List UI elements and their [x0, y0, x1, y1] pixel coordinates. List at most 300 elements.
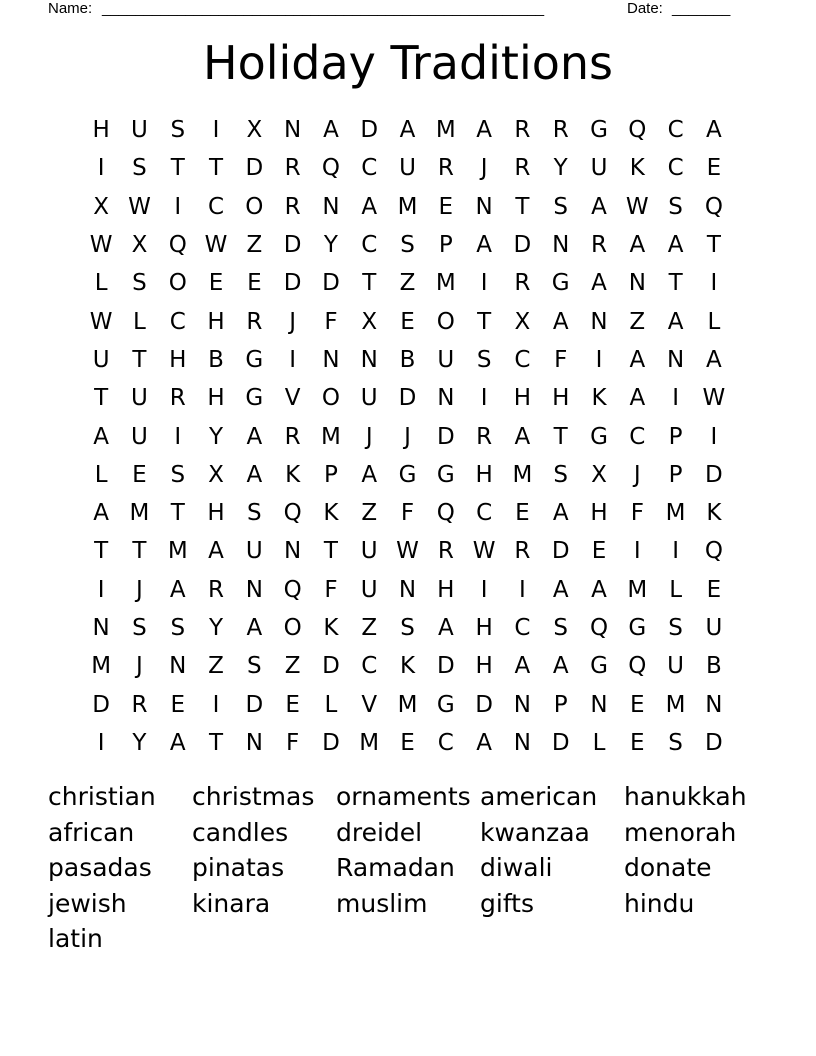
- grid-letter[interactable]: U: [437, 346, 455, 373]
- grid-letter[interactable]: A: [629, 385, 646, 412]
- grid-letter[interactable]: W: [128, 193, 151, 220]
- grid-letter[interactable]: Y: [209, 615, 224, 641]
- grid-letter[interactable]: M: [167, 538, 188, 565]
- grid-letter[interactable]: M: [359, 729, 380, 756]
- grid-letter[interactable]: G: [245, 346, 264, 373]
- grid-letter[interactable]: W: [204, 232, 228, 259]
- grid-letter[interactable]: I: [595, 346, 603, 373]
- grid-letter[interactable]: E: [132, 461, 147, 488]
- grid-letter[interactable]: U: [360, 385, 378, 412]
- grid-letter[interactable]: G: [398, 461, 417, 488]
- grid-letter[interactable]: I: [174, 423, 182, 450]
- grid-letter[interactable]: A: [667, 232, 684, 259]
- grid-letter[interactable]: G: [245, 385, 264, 412]
- grid-letter[interactable]: T: [668, 270, 683, 297]
- grid-letter[interactable]: K: [706, 500, 722, 527]
- grid-letter[interactable]: W: [89, 308, 113, 335]
- grid-letter[interactable]: U: [360, 538, 378, 565]
- grid-letter[interactable]: L: [592, 729, 606, 756]
- grid-letter[interactable]: R: [131, 691, 148, 718]
- grid-letter[interactable]: G: [436, 691, 455, 718]
- grid-letter[interactable]: N: [398, 576, 417, 603]
- grid-letter[interactable]: Y: [132, 729, 147, 756]
- grid-letter[interactable]: Q: [628, 653, 647, 680]
- grid-letter[interactable]: A: [93, 423, 110, 450]
- grid-letter[interactable]: N: [322, 346, 340, 373]
- grid-letter[interactable]: H: [207, 308, 225, 335]
- grid-letter[interactable]: M: [397, 691, 418, 718]
- grid-letter[interactable]: T: [132, 538, 147, 565]
- grid-letter[interactable]: I: [710, 270, 718, 297]
- grid-letter[interactable]: A: [476, 232, 492, 259]
- grid-row: [82, 609, 734, 647]
- grid-letter[interactable]: K: [591, 385, 607, 412]
- grid-letter[interactable]: V: [284, 385, 301, 412]
- grid-letter[interactable]: A: [169, 576, 186, 603]
- grid-letter[interactable]: S: [170, 461, 186, 488]
- grid-letter[interactable]: I: [480, 385, 488, 412]
- grid-letter[interactable]: J: [480, 155, 488, 182]
- grid-letter[interactable]: U: [131, 117, 148, 144]
- grid-letter[interactable]: I: [480, 576, 488, 603]
- grid-letter[interactable]: N: [92, 615, 110, 641]
- grid-letter[interactable]: X: [208, 461, 224, 488]
- grid-letter[interactable]: G: [590, 117, 608, 144]
- grid-letter[interactable]: C: [361, 232, 378, 259]
- grid-letter[interactable]: R: [514, 270, 531, 297]
- grid-letter[interactable]: R: [514, 155, 531, 182]
- grid-letter[interactable]: F: [324, 308, 338, 335]
- grid-letter[interactable]: M: [435, 117, 456, 144]
- grid-letter[interactable]: Z: [629, 308, 646, 335]
- grid-letter[interactable]: D: [475, 691, 493, 718]
- grid-letter[interactable]: H: [169, 346, 187, 373]
- grid-letter[interactable]: E: [285, 691, 300, 718]
- grid-letter[interactable]: C: [667, 155, 684, 182]
- grid-letter[interactable]: M: [665, 691, 686, 718]
- grid-letter[interactable]: D: [322, 729, 340, 756]
- grid-letter[interactable]: C: [667, 117, 684, 144]
- grid-letter[interactable]: H: [552, 385, 570, 412]
- grid-letter[interactable]: S: [668, 615, 683, 641]
- grid-letter[interactable]: G: [628, 615, 647, 641]
- grid-letter[interactable]: Z: [399, 270, 416, 297]
- grid-letter[interactable]: A: [361, 193, 378, 220]
- grid-letter[interactable]: E: [630, 729, 645, 756]
- grid-letter[interactable]: O: [436, 308, 455, 335]
- grid-letter[interactable]: G: [590, 423, 608, 450]
- grid-letter[interactable]: X: [131, 232, 148, 259]
- grid-letter[interactable]: Y: [209, 423, 224, 450]
- grid-letter[interactable]: D: [513, 232, 532, 259]
- grid-letter[interactable]: N: [169, 653, 187, 680]
- grid-letter[interactable]: D: [245, 155, 264, 182]
- grid-letter[interactable]: L: [324, 691, 338, 718]
- grid-letter[interactable]: S: [668, 729, 683, 756]
- grid-letter[interactable]: E: [170, 691, 186, 718]
- grid-letter[interactable]: T: [515, 193, 530, 220]
- grid-letter[interactable]: B: [706, 653, 722, 680]
- grid-letter[interactable]: D: [322, 270, 340, 297]
- grid-letter[interactable]: A: [437, 615, 454, 641]
- grid-letter[interactable]: M: [435, 270, 456, 297]
- grid-letter[interactable]: B: [399, 346, 416, 373]
- grid-letter[interactable]: H: [590, 500, 608, 527]
- grid-letter[interactable]: D: [322, 653, 340, 680]
- grid-letter[interactable]: T: [706, 232, 721, 259]
- grid-letter[interactable]: M: [91, 653, 112, 680]
- grid-letter[interactable]: C: [514, 615, 531, 641]
- grid-letter[interactable]: C: [208, 193, 225, 220]
- grid-letter[interactable]: K: [629, 155, 645, 182]
- grid-letter[interactable]: Z: [208, 653, 224, 680]
- grid-letter[interactable]: K: [323, 615, 339, 641]
- grid-letter[interactable]: A: [93, 500, 110, 527]
- grid-letter[interactable]: U: [131, 423, 148, 450]
- grid-letter[interactable]: F: [554, 346, 568, 373]
- grid-letter[interactable]: A: [552, 653, 569, 680]
- grid-letter[interactable]: H: [207, 385, 225, 412]
- grid-letter[interactable]: Q: [704, 538, 723, 565]
- grid-letter[interactable]: O: [168, 270, 187, 297]
- grid-letter[interactable]: D: [283, 270, 302, 297]
- grid-letter[interactable]: A: [552, 576, 569, 603]
- grid-letter[interactable]: O: [321, 385, 340, 412]
- grid-letter[interactable]: S: [553, 615, 569, 641]
- grid-letter[interactable]: A: [629, 346, 646, 373]
- grid-letter[interactable]: N: [552, 232, 570, 259]
- grid-letter[interactable]: I: [519, 576, 526, 603]
- grid-letter[interactable]: K: [285, 461, 301, 488]
- grid-letter[interactable]: E: [591, 538, 607, 565]
- grid-letter[interactable]: R: [437, 155, 454, 182]
- grid-letter[interactable]: S: [132, 155, 147, 182]
- word-bank-item: kinara: [192, 888, 271, 918]
- grid-letter[interactable]: N: [513, 691, 532, 718]
- grid-letter[interactable]: U: [360, 576, 378, 603]
- grid-letter[interactable]: R: [514, 117, 531, 144]
- grid-letter[interactable]: D: [705, 729, 723, 756]
- grid-letter[interactable]: Y: [323, 232, 338, 259]
- grid-letter[interactable]: N: [475, 193, 493, 220]
- grid-letter[interactable]: S: [247, 653, 262, 680]
- grid-letter[interactable]: R: [591, 232, 607, 259]
- grid-letter[interactable]: L: [707, 308, 721, 335]
- grid-letter[interactable]: N: [513, 729, 532, 756]
- grid-letter[interactable]: I: [97, 155, 105, 182]
- grid-letter[interactable]: J: [136, 576, 143, 603]
- grid-letter[interactable]: R: [476, 423, 493, 450]
- grid-letter[interactable]: C: [629, 423, 646, 450]
- grid-letter[interactable]: J: [289, 308, 297, 335]
- grid-letter[interactable]: P: [553, 691, 568, 718]
- grid-letter[interactable]: D: [551, 538, 570, 565]
- grid-letter[interactable]: X: [246, 117, 263, 144]
- grid-letter[interactable]: Z: [361, 615, 378, 641]
- grid-letter[interactable]: E: [438, 193, 454, 220]
- grid-letter[interactable]: Z: [361, 500, 378, 527]
- grid-letter[interactable]: S: [132, 270, 147, 297]
- grid-letter[interactable]: A: [706, 346, 722, 373]
- grid-letter[interactable]: T: [94, 385, 109, 412]
- grid-letter[interactable]: R: [284, 423, 301, 450]
- grid-letter[interactable]: J: [633, 461, 641, 488]
- grid-row: [82, 647, 734, 685]
- grid-letter[interactable]: I: [289, 346, 297, 373]
- grid-letter[interactable]: N: [666, 346, 685, 373]
- grid-letter[interactable]: A: [629, 232, 646, 259]
- grid-letter[interactable]: A: [591, 193, 607, 220]
- grid-letter[interactable]: T: [209, 155, 224, 182]
- grid-letter[interactable]: A: [208, 538, 224, 565]
- grid-letter[interactable]: T: [170, 500, 185, 527]
- grid-letter[interactable]: Z: [284, 653, 301, 680]
- grid-letter[interactable]: E: [208, 270, 224, 297]
- grid-letter[interactable]: E: [247, 270, 262, 297]
- grid-letter[interactable]: R: [208, 576, 225, 603]
- grid-letter[interactable]: N: [437, 385, 455, 412]
- grid-row: [82, 111, 734, 149]
- grid-letter[interactable]: Q: [628, 117, 647, 144]
- grid-letter[interactable]: T: [209, 729, 224, 756]
- grid-letter[interactable]: Y: [553, 155, 568, 182]
- grid-letter[interactable]: C: [169, 308, 186, 335]
- grid-row: [82, 417, 734, 455]
- grid-letter[interactable]: X: [93, 193, 110, 220]
- grid-letter[interactable]: R: [514, 538, 531, 565]
- grid-letter[interactable]: T: [477, 308, 492, 335]
- grid-letter[interactable]: C: [514, 346, 531, 373]
- grid-letter[interactable]: W: [89, 232, 113, 259]
- grid-letter[interactable]: P: [438, 232, 453, 259]
- grid-letter[interactable]: S: [553, 461, 569, 488]
- grid-letter[interactable]: R: [284, 155, 301, 182]
- grid-letter[interactable]: T: [132, 346, 147, 373]
- grid-letter[interactable]: U: [667, 653, 685, 680]
- grid-letter[interactable]: A: [246, 461, 263, 488]
- grid-letter[interactable]: L: [94, 270, 108, 297]
- grid-letter[interactable]: N: [590, 691, 608, 718]
- grid-letter[interactable]: A: [706, 117, 722, 144]
- grid-letter[interactable]: C: [361, 155, 378, 182]
- grid-letter[interactable]: Q: [283, 576, 302, 603]
- grid-letter[interactable]: Q: [436, 500, 455, 527]
- grid-letter[interactable]: S: [170, 615, 186, 641]
- grid-letter[interactable]: F: [400, 500, 415, 527]
- grid-letter[interactable]: H: [475, 653, 493, 680]
- grid-letter[interactable]: X: [591, 461, 607, 488]
- grid-letter[interactable]: A: [591, 576, 607, 603]
- grid-letter[interactable]: R: [437, 538, 454, 565]
- grid-letter[interactable]: U: [705, 615, 723, 641]
- grid-letter[interactable]: E: [400, 729, 415, 756]
- grid-letter[interactable]: H: [513, 385, 532, 412]
- date-field[interactable]: _______: [672, 0, 731, 17]
- grid-letter[interactable]: M: [665, 500, 686, 527]
- grid-letter[interactable]: A: [476, 729, 492, 756]
- grid-letter[interactable]: C: [476, 500, 493, 527]
- grid-letter[interactable]: W: [702, 385, 726, 412]
- grid-row: [82, 571, 734, 609]
- word-bank-item: pasadas: [48, 853, 152, 882]
- grid-letter[interactable]: A: [552, 308, 569, 335]
- grid-letter[interactable]: I: [480, 270, 488, 297]
- grid-letter[interactable]: W: [396, 538, 419, 565]
- grid-letter[interactable]: D: [92, 691, 110, 718]
- grid-letter[interactable]: F: [286, 729, 300, 756]
- grid-letter[interactable]: C: [361, 653, 378, 680]
- grid-letter[interactable]: I: [672, 538, 679, 565]
- grid-letter[interactable]: F: [324, 576, 338, 603]
- grid-letter[interactable]: E: [400, 308, 415, 335]
- word-bank-item: diwali: [480, 853, 553, 882]
- grid-letter[interactable]: N: [284, 538, 302, 565]
- grid-letter[interactable]: U: [92, 346, 110, 373]
- grid-letter[interactable]: L: [669, 576, 683, 603]
- grid-letter[interactable]: E: [706, 576, 722, 603]
- grid-letter[interactable]: E: [706, 155, 722, 182]
- grid-letter[interactable]: X: [514, 308, 531, 335]
- grid-letter[interactable]: D: [398, 385, 417, 412]
- grid-letter[interactable]: Z: [246, 232, 263, 259]
- grid-letter[interactable]: M: [512, 461, 533, 488]
- grid-letter[interactable]: M: [627, 576, 648, 603]
- grid-letter[interactable]: L: [94, 461, 108, 488]
- grid-letter[interactable]: A: [246, 615, 263, 641]
- grid-letter[interactable]: A: [552, 500, 569, 527]
- grid-letter[interactable]: F: [630, 500, 644, 527]
- grid-letter[interactable]: N: [705, 691, 723, 718]
- grid-letter[interactable]: S: [400, 615, 415, 641]
- word-bank-item: menorah: [624, 817, 737, 847]
- grid-letter[interactable]: K: [323, 500, 339, 527]
- grid-letter[interactable]: O: [245, 193, 264, 220]
- grid-letter[interactable]: M: [397, 193, 418, 220]
- grid-letter[interactable]: D: [705, 461, 723, 488]
- grid-letter[interactable]: H: [437, 576, 455, 603]
- grid-letter[interactable]: X: [361, 308, 378, 335]
- grid-letter[interactable]: A: [361, 461, 378, 488]
- grid-letter[interactable]: I: [672, 385, 679, 412]
- grid-letter[interactable]: T: [362, 270, 377, 297]
- grid-letter[interactable]: H: [92, 117, 110, 144]
- grid-letter[interactable]: T: [323, 538, 338, 565]
- grid-letter[interactable]: H: [207, 500, 225, 527]
- grid-letter[interactable]: W: [625, 193, 649, 220]
- grid-letter[interactable]: I: [710, 423, 718, 450]
- grid-letter[interactable]: A: [514, 423, 531, 450]
- grid-letter[interactable]: A: [323, 117, 339, 144]
- grid-letter[interactable]: Q: [283, 500, 302, 527]
- grid-letter[interactable]: U: [590, 155, 608, 182]
- grid-letter[interactable]: S: [170, 117, 186, 144]
- grid-letter[interactable]: M: [321, 423, 341, 450]
- grid-letter[interactable]: H: [475, 615, 493, 641]
- grid-letter[interactable]: N: [590, 308, 608, 335]
- grid-letter[interactable]: U: [131, 385, 148, 412]
- grid-letter[interactable]: S: [668, 193, 683, 220]
- grid-letter[interactable]: V: [361, 691, 378, 718]
- grid-letter[interactable]: A: [667, 308, 684, 335]
- grid-letter[interactable]: D: [360, 117, 379, 144]
- grid-letter[interactable]: A: [399, 117, 416, 144]
- grid-letter[interactable]: L: [133, 308, 146, 335]
- grid-letter[interactable]: G: [551, 270, 570, 297]
- grid-letter[interactable]: J: [404, 423, 411, 450]
- grid-letter[interactable]: S: [476, 346, 492, 373]
- grid-letter[interactable]: U: [245, 538, 263, 565]
- grid-letter[interactable]: A: [169, 729, 186, 756]
- grid-letter[interactable]: B: [208, 346, 224, 373]
- grid-letter[interactable]: P: [668, 461, 683, 488]
- grid-letter[interactable]: I: [97, 729, 105, 756]
- grid-letter[interactable]: E: [515, 500, 530, 527]
- grid-letter[interactable]: R: [246, 308, 263, 335]
- grid-letter[interactable]: C: [437, 729, 454, 756]
- grid-letter[interactable]: J: [136, 653, 143, 680]
- grid-letter[interactable]: D: [436, 423, 455, 450]
- grid-letter[interactable]: D: [245, 691, 264, 718]
- grid-letter[interactable]: P: [323, 461, 338, 488]
- grid-letter[interactable]: N: [322, 193, 340, 220]
- grid-letter[interactable]: Q: [704, 193, 723, 220]
- grid-letter[interactable]: D: [283, 232, 302, 259]
- grid-letter[interactable]: I: [97, 576, 105, 603]
- grid-letter[interactable]: R: [169, 385, 186, 412]
- grid-letter[interactable]: Q: [168, 232, 187, 259]
- grid-letter[interactable]: N: [628, 270, 646, 297]
- grid-letter[interactable]: T: [170, 155, 185, 182]
- grid-letter[interactable]: D: [436, 653, 455, 680]
- grid-letter[interactable]: M: [129, 500, 150, 527]
- grid-letter[interactable]: A: [246, 423, 263, 450]
- grid-letter[interactable]: J: [365, 423, 373, 450]
- grid-letter[interactable]: N: [245, 576, 263, 603]
- grid-letter[interactable]: I: [212, 691, 220, 718]
- grid-letter[interactable]: N: [245, 729, 263, 756]
- grid-letter[interactable]: R: [284, 193, 301, 220]
- grid-letter[interactable]: I: [174, 193, 182, 220]
- grid-letter[interactable]: D: [551, 729, 570, 756]
- grid-letter[interactable]: A: [514, 653, 531, 680]
- grid-letter[interactable]: R: [552, 117, 569, 144]
- name-field[interactable]: _____________________________________________________: [102, 0, 545, 17]
- grid-letter[interactable]: A: [476, 117, 492, 144]
- grid-letter[interactable]: N: [284, 117, 302, 144]
- grid-letter[interactable]: G: [590, 653, 608, 680]
- grid-letter[interactable]: O: [283, 615, 302, 641]
- grid-letter[interactable]: Q: [321, 155, 340, 182]
- grid-letter[interactable]: S: [247, 500, 262, 527]
- grid-letter[interactable]: Q: [589, 615, 609, 641]
- grid-letter[interactable]: T: [94, 538, 109, 565]
- grid-letter[interactable]: E: [630, 691, 645, 718]
- grid-letter[interactable]: H: [475, 461, 493, 488]
- grid-letter[interactable]: U: [399, 155, 416, 182]
- grid-letter[interactable]: I: [212, 117, 220, 144]
- grid-letter[interactable]: G: [436, 461, 455, 488]
- grid-letter[interactable]: P: [668, 423, 683, 450]
- grid-letter[interactable]: S: [132, 615, 147, 641]
- grid-letter[interactable]: I: [633, 538, 641, 565]
- grid-letter[interactable]: S: [553, 193, 569, 220]
- grid-letter[interactable]: N: [360, 346, 378, 373]
- grid-letter[interactable]: T: [553, 423, 568, 450]
- grid-letter[interactable]: A: [591, 270, 607, 297]
- grid-letter[interactable]: S: [400, 232, 415, 259]
- grid-letter[interactable]: W: [472, 538, 496, 565]
- grid-letter[interactable]: K: [399, 653, 416, 680]
